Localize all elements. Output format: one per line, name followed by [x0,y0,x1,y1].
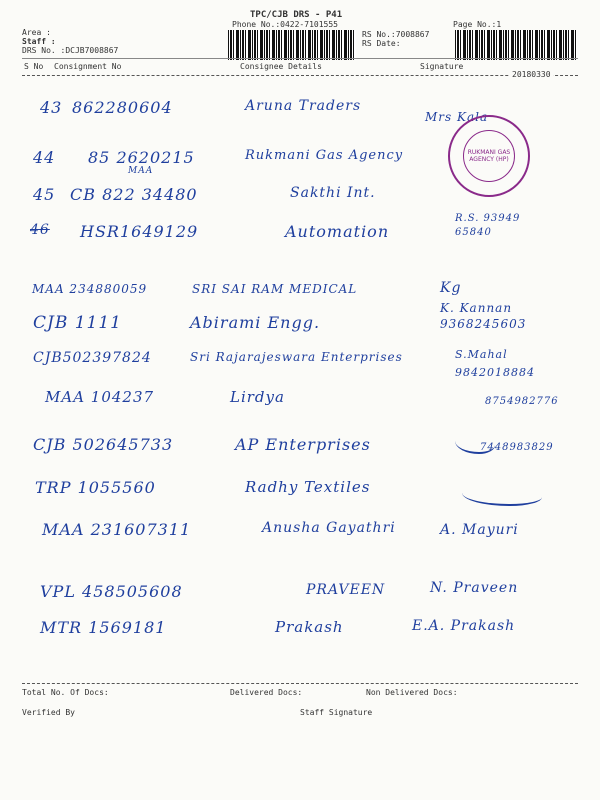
phone-number: Phone No.:0422-7101555 [232,20,338,29]
entry-consignee: Aruna Traders [245,98,362,114]
column-consignment: Consignment No [54,62,122,71]
entry-consignee: Abirami Engg. [190,313,321,332]
non-delivered-docs-label: Non Delivered Docs: [366,688,458,697]
staff-label: Staff : [22,37,56,46]
entry-consignee: Anusha Gayathri [262,520,396,536]
date-stamp: 20180330 [512,70,551,79]
entry-consignment: CJB502397824 [33,350,152,366]
barcode-left [228,30,356,60]
entry-signature: Mrs Kala [425,110,489,124]
column-signature: Signature [420,62,464,71]
entry-sno: 45 [33,185,56,204]
entry-consignment: CB 822 34480 [70,185,198,204]
stamp-text: RUKMANI GAS AGENCY (HP) [463,130,515,182]
entry-sno: 43 [40,98,63,117]
entry-consignment: CJB 1111 [33,313,122,333]
entry-consignee: SRI SAI RAM MEDICAL [192,282,358,296]
entry-signature: S.Mahal 9842018884 [455,348,535,379]
entry-consignee: Radhy Textiles [245,478,371,496]
area-label: Area : [22,28,51,37]
staff-signature-label: Staff Signature [300,708,373,717]
rs-date: RS Date: [362,39,401,48]
entry-signature: K. Kannan 9368245603 [440,301,527,331]
delivered-docs-label: Delivered Docs: [230,688,303,697]
entry-signature: A. Mayuri [440,522,519,538]
entry-signature: N. Praveen [430,580,519,596]
entry-signature: E.A. Prakash [412,618,516,634]
entry-sno: 44 [33,148,56,167]
column-sno: S No [24,62,44,71]
entry-signature: R.S. 93949 65840 [455,213,521,238]
column-divider [22,75,578,76]
entry-note: MAA [128,166,154,176]
company-stamp [448,115,530,197]
entry-signature: 8754982776 [485,396,559,407]
entry-consignment: 85 2620215 [88,148,195,167]
signature-scribble [462,484,542,506]
barcode-right [455,30,577,60]
entry-sno: 46 [30,222,50,238]
footer-divider [22,683,578,684]
rs-number: RS No.:7008867 [362,30,430,39]
page-number: Page No.:1 [453,20,502,29]
entry-consignee: Sri Rajarajeswara Enterprises [190,350,403,364]
entry-consignment: HSR1649129 [80,222,199,241]
entry-consignee: Automation [285,222,390,241]
column-consignee: Consignee Details [240,62,322,71]
entry-consignment: MAA 234880059 [32,282,148,296]
verified-by-label: Verified By [22,708,75,717]
drs-title: TPC/CJB DRS - P41 [250,10,343,20]
entry-consignee: Rukmani Gas Agency [245,148,404,163]
entry-consignment: MAA 104237 [45,388,155,406]
entry-consignee: Prakash [275,618,344,636]
entry-signature: 7448983829 [480,442,554,453]
entry-consignee: Lirdya [230,388,285,406]
entry-consignee: Sakthi Int. [290,185,376,201]
entry-consignee: AP Enterprises [235,435,371,454]
entry-consignment: MTR 1569181 [40,618,167,637]
header-divider [22,58,578,59]
entry-consignment: MAA 231607311 [42,520,192,539]
entry-consignment: CJB 502645733 [33,435,174,454]
drs-number: DRS No. :DCJB7008867 [22,46,119,55]
entry-consignment: 862280604 [72,98,173,117]
total-docs-label: Total No. Of Docs: [22,688,109,697]
entry-consignee: PRAVEEN [306,582,386,598]
entry-signature: Kg [440,280,462,296]
entry-consignment: TRP 1055560 [35,478,156,497]
signature-scribble [455,432,495,454]
entry-consignment: VPL 458505608 [40,582,183,601]
